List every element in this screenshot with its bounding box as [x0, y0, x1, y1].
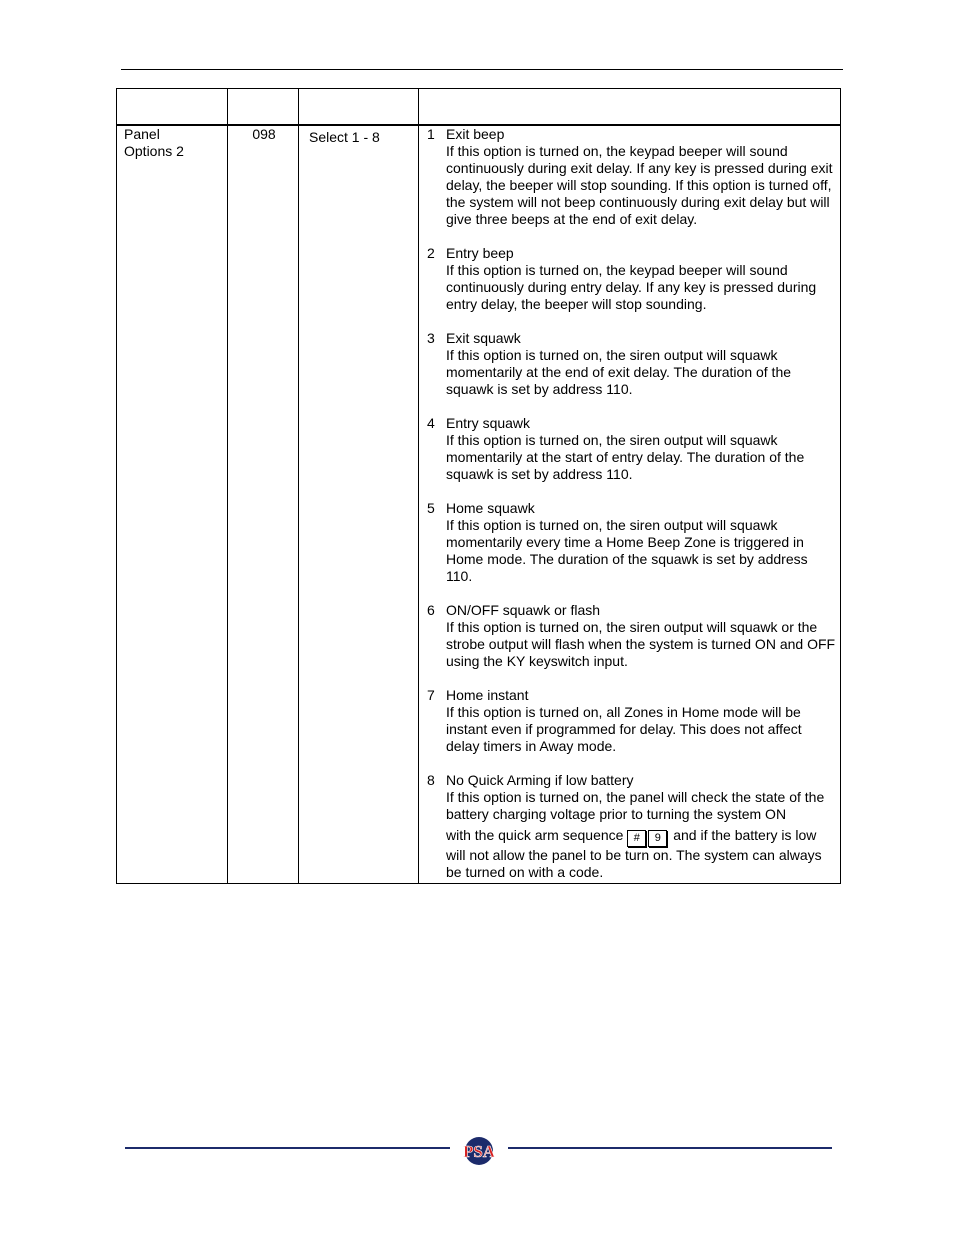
footer-rule-left [125, 1147, 450, 1149]
option-title: Home instant [446, 687, 529, 703]
option-title: Exit beep [446, 126, 505, 142]
option-number: 8 [427, 772, 435, 788]
list-item [427, 415, 837, 483]
option-group-name-line2: Options 2 [124, 143, 184, 159]
list-item [427, 245, 837, 313]
address-value: 098 [252, 126, 276, 142]
option-description: If this option is turned on, the siren output will squawk or the strobe output will flash when the system is turned ON and OFF using the KY keyswitch input. [446, 619, 836, 669]
option-number: 5 [427, 500, 435, 516]
footer-rule-right [508, 1147, 832, 1149]
column-divider [418, 89, 419, 883]
list-item [427, 500, 837, 585]
option-number: 7 [427, 687, 435, 703]
option-description: If this option is turned on, the siren output will squawk momentarily every time a Home Beep Zone is triggered in Home mode. The duration of the squawk is set by address 110. [446, 517, 808, 584]
option-title: ON/OFF squawk or flash [446, 602, 601, 618]
option-number: 2 [427, 245, 435, 261]
hash-key-icon: # [627, 830, 646, 847]
option-description: If this option is turned on, the keypad beeper will sound continuously during entry delay. If any key is pressed during entry delay, the beeper will stop sounding. [446, 262, 817, 312]
list-item [427, 330, 837, 398]
option-list [427, 126, 837, 898]
logo-text: PSA [462, 1142, 496, 1161]
psa-logo [459, 1135, 499, 1167]
option-group-name [124, 126, 224, 160]
option-description-part2: with the quick arm sequence [446, 827, 624, 843]
list-item [427, 687, 837, 755]
option-description: If this option is turned on, the siren output will squawk momentarily at the start of entry delay. The duration of the squawk is set by address 110. [446, 432, 805, 482]
list-item [427, 126, 837, 228]
option-title: Entry squawk [446, 415, 531, 431]
column-divider [227, 89, 228, 883]
option-number: 3 [427, 330, 435, 346]
option-title: No Quick Arming if low battery [446, 772, 634, 788]
option-number: 1 [427, 126, 435, 142]
nine-key-icon: 9 [648, 830, 667, 847]
quick-arm-line [446, 823, 837, 847]
option-group-name-line1: Panel [124, 126, 160, 142]
options-table [116, 88, 841, 884]
header-rule [121, 69, 843, 70]
option-description: If this option is turned on, the siren output will squawk momentarily at the end of exit delay. The duration of the squawk is set by address 110. [446, 347, 792, 397]
list-item [427, 602, 837, 670]
option-description-part1: If this option is turned on, the panel will check the state of the battery charging voltage prior to turning the system ON [446, 789, 825, 822]
option-title: Entry beep [446, 245, 514, 261]
list-item [427, 772, 837, 881]
option-description-part3: will not allow the panel to be turn on. The system can always be turned on with a code. [446, 847, 822, 880]
option-description-part3-start: and if the battery is low [673, 827, 817, 843]
option-title: Exit squawk [446, 330, 521, 346]
column-divider [298, 89, 299, 883]
option-description: If this option is turned on, all Zones in Home mode will be instant even if programmed for delay. This does not affect delay timers in Away mode. [446, 704, 802, 754]
option-number: 4 [427, 415, 435, 431]
option-description: If this option is turned on, the keypad beeper will sound continuously during exit delay. If any key is pressed during exit delay, the beeper will stop sounding. If this option is turned off, the system will not beep continuously during exit delay but will give three beeps at the end of exit delay. [446, 143, 833, 227]
option-title: Home squawk [446, 500, 535, 516]
option-number: 6 [427, 602, 435, 618]
select-range: Select 1 - 8 [309, 129, 380, 145]
